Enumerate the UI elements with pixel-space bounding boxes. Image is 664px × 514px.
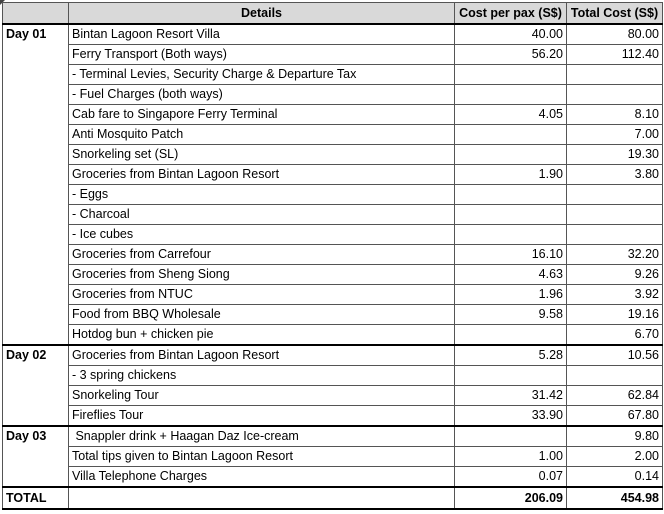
detail-cell[interactable]: Hotdog bun + chicken pie <box>69 325 455 346</box>
detail-cell[interactable]: Total tips given to Bintan Lagoon Resort <box>69 447 455 467</box>
cost-per-pax-cell[interactable] <box>455 185 567 205</box>
table-row <box>3 205 663 225</box>
detail-cell[interactable]: Fireflies Tour <box>69 406 455 427</box>
table-row <box>3 265 663 285</box>
day-label[interactable]: Day 01 <box>3 24 69 345</box>
table-row <box>3 305 663 325</box>
cost-per-pax-cell[interactable]: 4.05 <box>455 105 567 125</box>
total-cost-per-pax[interactable]: 206.09 <box>455 487 567 509</box>
table-row <box>3 85 663 105</box>
detail-cell[interactable]: Anti Mosquito Patch <box>69 125 455 145</box>
expense-sheet <box>2 2 663 510</box>
detail-cell[interactable]: Groceries from Carrefour <box>69 245 455 265</box>
total-cost-cell[interactable]: 19.30 <box>567 145 663 165</box>
total-cost-cell[interactable] <box>567 85 663 105</box>
cost-per-pax-cell[interactable]: 1.90 <box>455 165 567 185</box>
detail-cell[interactable]: - Charcoal <box>69 205 455 225</box>
total-label[interactable]: TOTAL <box>3 487 69 509</box>
detail-cell[interactable]: Snorkeling Tour <box>69 386 455 406</box>
table-row <box>3 386 663 406</box>
header-total-cost[interactable]: Total Cost (S$) <box>567 3 663 25</box>
total-cost-cell[interactable]: 6.70 <box>567 325 663 346</box>
table-row <box>3 24 663 45</box>
cost-per-pax-cell[interactable]: 5.28 <box>455 345 567 366</box>
table-row <box>3 165 663 185</box>
day-label[interactable]: Day 03 <box>3 426 69 487</box>
total-cost-cell[interactable]: 19.16 <box>567 305 663 325</box>
table-body <box>3 24 663 487</box>
total-cost-cell[interactable]: 2.00 <box>567 447 663 467</box>
detail-cell[interactable]: Food from BBQ Wholesale <box>69 305 455 325</box>
detail-cell[interactable]: - Ice cubes <box>69 225 455 245</box>
detail-cell[interactable]: Cab fare to Singapore Ferry Terminal <box>69 105 455 125</box>
total-cost-cell[interactable] <box>567 65 663 85</box>
cost-per-pax-cell[interactable]: 16.10 <box>455 245 567 265</box>
table-row <box>3 125 663 145</box>
detail-cell[interactable]: - Terminal Levies, Security Charge & Departure Tax <box>69 65 455 85</box>
cost-per-pax-cell[interactable]: 0.07 <box>455 467 567 488</box>
cost-per-pax-cell[interactable] <box>455 125 567 145</box>
table-row <box>3 345 663 366</box>
header-details[interactable]: Details <box>69 3 455 25</box>
expense-table <box>2 2 663 510</box>
detail-cell[interactable]: Groceries from Bintan Lagoon Resort <box>69 345 455 366</box>
total-cost-cell[interactable]: 7.00 <box>567 125 663 145</box>
detail-cell[interactable]: Groceries from NTUC <box>69 285 455 305</box>
table-row <box>3 105 663 125</box>
cost-per-pax-cell[interactable] <box>455 65 567 85</box>
table-row <box>3 426 663 447</box>
table-row <box>3 325 663 346</box>
table-row <box>3 366 663 386</box>
detail-cell[interactable]: Bintan Lagoon Resort Villa <box>69 24 455 45</box>
detail-cell[interactable]: Snappler drink + Haagan Daz Ice-cream <box>69 426 455 447</box>
cost-per-pax-cell[interactable] <box>455 145 567 165</box>
table-row <box>3 285 663 305</box>
total-cost-cell[interactable]: 9.80 <box>567 426 663 447</box>
cost-per-pax-cell[interactable]: 33.90 <box>455 406 567 427</box>
table-row <box>3 467 663 488</box>
total-cost-cell[interactable]: 0.14 <box>567 467 663 488</box>
total-cost-cell[interactable]: 10.56 <box>567 345 663 366</box>
cost-per-pax-cell[interactable] <box>455 366 567 386</box>
total-cost-cell[interactable] <box>567 225 663 245</box>
total-cost-cell[interactable]: 3.92 <box>567 285 663 305</box>
cost-per-pax-cell[interactable]: 9.58 <box>455 305 567 325</box>
total-cost-cell[interactable]: 9.26 <box>567 265 663 285</box>
cost-per-pax-cell[interactable] <box>455 205 567 225</box>
detail-cell[interactable]: Ferry Transport (Both ways) <box>69 45 455 65</box>
table-row <box>3 245 663 265</box>
total-cost-cell[interactable]: 67.80 <box>567 406 663 427</box>
detail-cell[interactable]: - Eggs <box>69 185 455 205</box>
cost-per-pax-cell[interactable] <box>455 325 567 346</box>
total-cost-cell[interactable]: 112.40 <box>567 45 663 65</box>
header-row <box>3 3 663 25</box>
cost-per-pax-cell[interactable]: 4.63 <box>455 265 567 285</box>
total-cost-cell[interactable] <box>567 185 663 205</box>
header-blank-cell[interactable] <box>3 3 69 25</box>
table-row <box>3 65 663 85</box>
total-cost-cell[interactable]: 8.10 <box>567 105 663 125</box>
cost-per-pax-cell[interactable]: 1.96 <box>455 285 567 305</box>
cost-per-pax-cell[interactable] <box>455 426 567 447</box>
cost-per-pax-cell[interactable]: 1.00 <box>455 447 567 467</box>
detail-cell[interactable]: Groceries from Bintan Lagoon Resort <box>69 165 455 185</box>
detail-cell[interactable]: - 3 spring chickens <box>69 366 455 386</box>
total-total-cost[interactable]: 454.98 <box>567 487 663 509</box>
table-row <box>3 45 663 65</box>
table-row <box>3 406 663 427</box>
detail-cell[interactable]: Snorkeling set (SL) <box>69 145 455 165</box>
total-cost-cell[interactable]: 62.84 <box>567 386 663 406</box>
total-cost-cell[interactable] <box>567 205 663 225</box>
cost-per-pax-cell[interactable]: 56.20 <box>455 45 567 65</box>
table-row <box>3 225 663 245</box>
total-cost-cell[interactable]: 3.80 <box>567 165 663 185</box>
total-cost-cell[interactable] <box>567 366 663 386</box>
table-row <box>3 145 663 165</box>
total-row <box>3 487 663 509</box>
cost-per-pax-cell[interactable] <box>455 85 567 105</box>
header-cost-per-pax[interactable]: Cost per pax (S$) <box>455 3 567 25</box>
cost-per-pax-cell[interactable] <box>455 225 567 245</box>
total-details-cell[interactable] <box>69 487 455 509</box>
cost-per-pax-cell[interactable]: 31.42 <box>455 386 567 406</box>
day-label[interactable]: Day 02 <box>3 345 69 426</box>
detail-cell[interactable]: Villa Telephone Charges <box>69 467 455 488</box>
total-cost-cell[interactable]: 32.20 <box>567 245 663 265</box>
detail-cell[interactable]: - Fuel Charges (both ways) <box>69 85 455 105</box>
table-row <box>3 447 663 467</box>
detail-cell[interactable]: Groceries from Sheng Siong <box>69 265 455 285</box>
total-cost-cell[interactable]: 80.00 <box>567 24 663 45</box>
cost-per-pax-cell[interactable]: 40.00 <box>455 24 567 45</box>
table-row <box>3 185 663 205</box>
